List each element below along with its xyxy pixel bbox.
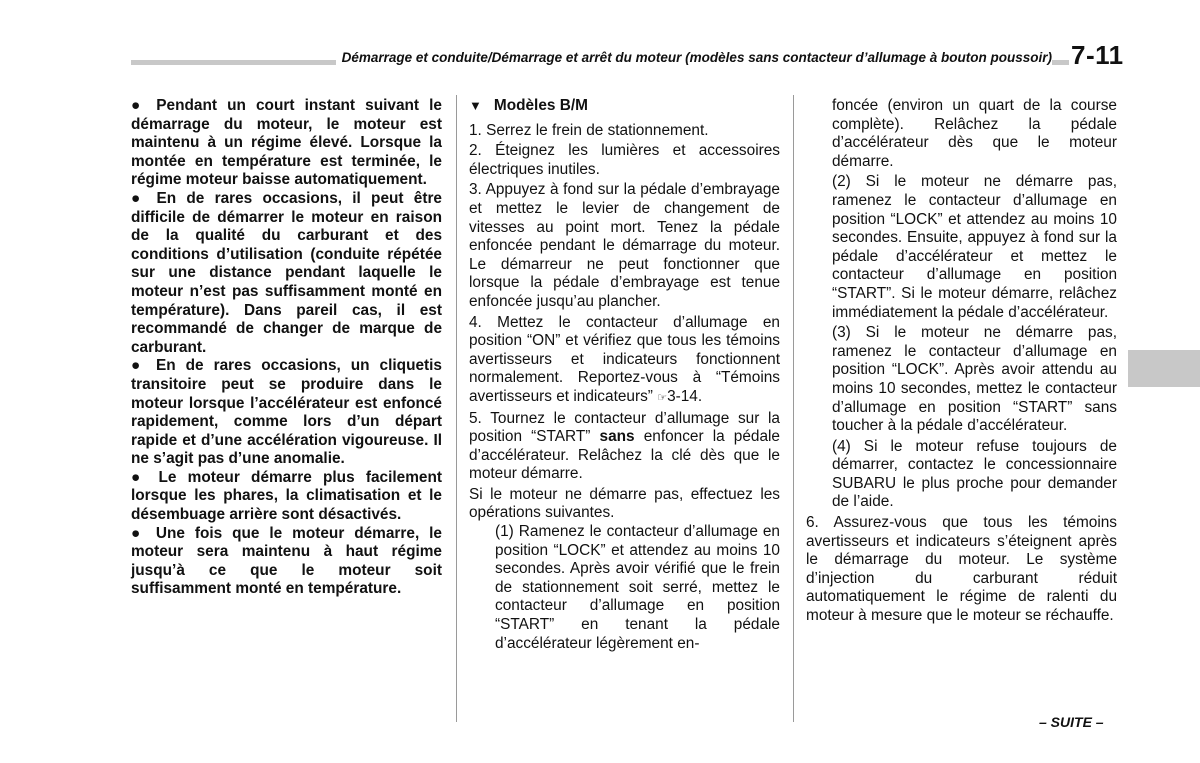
step-5-text-b: enfoncer la pédale d’accélérateur. Relâchez la clé dès que le moteur démarre. [469,428,780,483]
step-5-emphasis: sans [599,428,635,446]
column-procedure-cont [806,97,1117,626]
substep-1-continued: foncée (environ un quart de la course complète). Relâchez la pédale d’accélérateur dès que le moteur démarre. [832,97,1117,170]
substep-3: (3) Si le moteur ne démarre pas, ramenez le contacteur d’allumage en position “LOCK”. Après avoir attendu au moins 10 secondes, mettez le contacteur d’allumage en position “START” sans toucher à la pédale d’accélérateur. [832,324,1117,435]
chapter-tab [1128,350,1200,387]
step-6: 6. Assurez-vous que tous les témoins avertisseurs et indicateurs s’éteignent après le démarrage du moteur. Le système d’injection du carburant réduit automatiquement le régime de ralenti du moteur à mesure que le moteur se réchauffe. [806,514,1117,625]
substep-2: (2) Si le moteur ne démarre pas, ramenez le contacteur d’allumage en position “LOCK” et attendez au moins 10 secondes. Ensuite, appuyez à fond sur la pédale d’accélérateur et mettez le contacteur d’allumage en position “START”. Si le moteur démarre, relâchez immédiatement la pédale d’accélérateur. [832,173,1117,321]
column-procedure [469,97,780,653]
column-divider [456,95,457,722]
note-bullet: ● Une fois que le moteur démarre, le moteur sera maintenu à haut régime jusqu’à ce que le moteur soit suffisamment monté en température. [131,524,442,598]
page-number: 7-11 [1071,40,1124,70]
step-5 [469,410,780,484]
continued-marker: – SUITE – [1039,714,1104,730]
failure-intro: Si le moteur ne démarre pas, effectuez les opérations suivantes. [469,485,780,522]
note-bullet: ● En de rares occasions, un cliquetis transitoire peut se produire dans le moteur lorsque l’accélérateur est enfoncé rapidement, comme lors d’un départ rapide et d’une accélération vigoureuse. Il ne s’agit pas d’une anomalie. [131,357,442,468]
substep-4: (4) Si le moteur refuse toujours de démarrer, contactez le concessionnaire SUBARU le plus proche pour demander de l’aide. [832,437,1117,511]
running-header: Démarrage et conduite/Démarrage et arrêt du moteur (modèles sans contacteur d’allumage à bouton poussoir) [336,50,1052,65]
column-notes [131,97,442,599]
note-bullet: ● Le moteur démarre plus facilement lorsque les phares, la climatisation et le désembuage arrière sont désactivés. [131,468,442,524]
substep-1: (1) Ramenez le contacteur d’allumage en position “LOCK” et attendez au moins 10 secondes. Après avoir vérifié que le frein de stationnement soit serré, mettez le contacteur d’allumage en position “START” en tenant la pédale d’accélérateur légèrement en- [495,523,780,652]
page-reference-icon: ☞ [657,391,668,404]
section-heading-text: Modèles B/M [493,97,588,114]
step-1: 1. Serrez le frein de stationnement. [469,121,709,139]
note-bullet: ● En de rares occasions, il peut être difficile de démarrer le moteur en raison de la qualité du carburant et des conditions d’utilisation (conduite répétée sur une distance pendant laquelle le moteur n’est pas suffisamment monté en température). Dans pareil cas, il est recommandé de changer de marque de carburant. [131,189,442,356]
section-heading [469,97,780,116]
triangle-icon: ▼ [469,98,482,113]
step-4 [469,314,780,408]
note-bullet: ● Pendant un court instant suivant le démarrage du moteur, le moteur est maintenu à un régime élevé. Lorsque la montée en température est terminée, le régime moteur baisse automatiquement. [131,97,442,189]
step-4-text: 4. Mettez le contacteur d’allumage en position “ON” et vérifiez que tous les témoins avertisseurs et indicateurs fonctionnent normalement. Reportez-vous à “Témoins avertisseurs et indicateurs” [469,313,780,405]
step-5-text-a: 5. Tournez le contacteur d’allumage sur la position “START” [469,409,780,446]
step-2: 2. Éteignez les lumières et accessoires électriques inutiles. [469,142,780,178]
step-3: 3. Appuyez à fond sur la pédale d’embrayage et mettez le levier de changement de vitesses au point mort. Tenez la pédale enfoncée pendant le démarrage du moteur. Le démarreur ne peut fonctionner que lorsque la pédale d’embrayage est tenue enfoncée jusqu’au plancher. [469,181,780,310]
page-reference: 3-14. [667,387,703,405]
column-divider [793,95,794,722]
